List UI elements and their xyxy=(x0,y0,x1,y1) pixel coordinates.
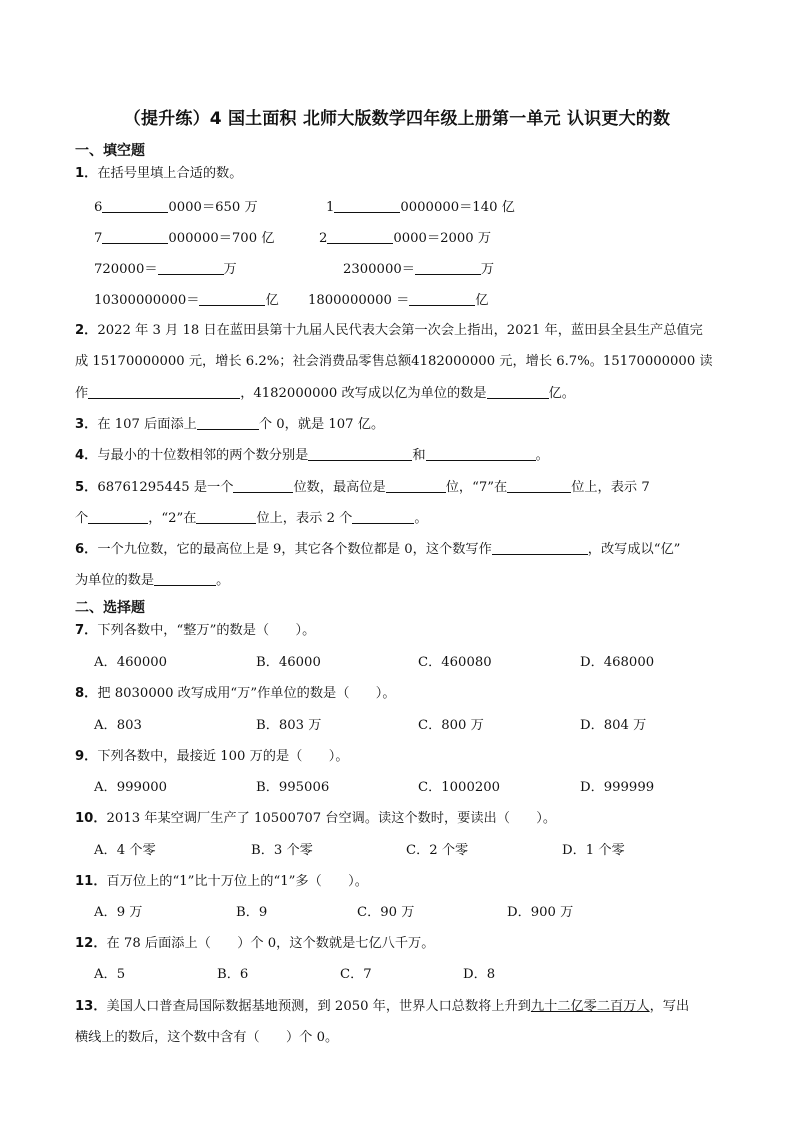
option-c[interactable]: C．2 个零 xyxy=(406,843,469,858)
option-a[interactable]: A．999000 xyxy=(94,780,168,795)
option-d[interactable]: D．900 万 xyxy=(507,905,574,920)
question-number: 12． xyxy=(75,936,107,951)
page-title: （提升练）4 国土面积 北师大版数学四年级上册第一单元 认识更大的数 xyxy=(123,109,671,129)
answer-blank[interactable] xyxy=(102,229,168,244)
option-a[interactable]: A．5 xyxy=(94,967,126,982)
question-number: 9． xyxy=(75,749,98,764)
question-11: 11．百万位上的“1”比十万位上的“1”多（ ）。 xyxy=(75,874,368,889)
option-b[interactable]: B．3 个零 xyxy=(251,843,313,858)
answer-blank[interactable] xyxy=(88,384,240,399)
question-2-line-2: 成 15170000000 元，增长 6.2%；社会消费品零售总额4182000000 元，增长 6.7%。15170000000 读 xyxy=(75,354,713,369)
answer-blank[interactable] xyxy=(426,446,536,461)
q1-row3-left: 720000＝ 万 xyxy=(94,262,237,277)
option-b[interactable]: B．995006 xyxy=(256,780,330,795)
question-number: 6． xyxy=(75,542,98,557)
answer-blank[interactable] xyxy=(308,446,412,461)
question-number: 11． xyxy=(75,874,107,889)
question-number: 2． xyxy=(75,323,98,338)
option-a[interactable]: A．803 xyxy=(94,718,142,733)
option-b[interactable]: B．9 xyxy=(236,905,268,920)
option-d[interactable]: D．1 个零 xyxy=(562,843,625,858)
question-5-line-2: 个 ，“2”在 位上，表示 2 个 。 xyxy=(75,511,428,526)
question-text: 在括号里填上合适的数。 xyxy=(97,166,243,181)
answer-blank[interactable] xyxy=(233,478,293,493)
q1-row4-right: 1800000000 ＝ 亿 xyxy=(308,293,489,308)
q1-row2-right: 2 0000＝2000 万 xyxy=(319,231,492,246)
question-13-line-2: 横线上的数后，这个数中含有（ ）个 0。 xyxy=(75,1030,339,1045)
question-number: 5． xyxy=(75,480,98,495)
answer-blank[interactable] xyxy=(507,478,571,493)
question-2-line-1: 2．2022 年 3 月 18 日在蓝田县第十九届人民代表大会第一次会上指出，2021 年，蓝田县全县生产总值完 xyxy=(75,323,703,338)
option-d[interactable]: D．8 xyxy=(463,967,496,982)
answer-blank[interactable] xyxy=(415,260,481,275)
option-a[interactable]: A．4 个零 xyxy=(94,843,156,858)
answer-blank[interactable] xyxy=(154,571,216,586)
option-d[interactable]: D．804 万 xyxy=(580,718,647,733)
option-a[interactable]: A．460000 xyxy=(94,655,168,670)
question-number: 13． xyxy=(75,999,107,1014)
question-10: 10．2013 年某空调厂生产了 10500707 台空调。读这个数时，要读出（ ）。 xyxy=(75,811,557,826)
q1-row2-left: 7 000000＝700 亿 xyxy=(94,231,275,246)
question-5-line-1: 5．68761295445 是一个 位数，最高位是 位，“7”在 位上，表示 7 xyxy=(75,480,650,495)
question-6-line-1: 6．一个九位数，它的最高位上是 9，其它各个数位都是 0，这个数写作 ，改写成以“亿” xyxy=(75,542,681,557)
question-number: 8． xyxy=(75,686,98,701)
question-4: 4．与最小的十位数相邻的两个数分别是 和 。 xyxy=(75,448,549,463)
answer-blank[interactable] xyxy=(492,540,588,555)
question-1 xyxy=(75,165,242,183)
section-heading-choice: 二、选择题 xyxy=(75,600,145,616)
answer-blank[interactable] xyxy=(386,478,446,493)
answer-blank[interactable] xyxy=(327,229,393,244)
answer-blank[interactable] xyxy=(487,384,549,399)
answer-blank[interactable] xyxy=(196,509,256,524)
q1-row1-right: 1 0000000＝140 亿 xyxy=(326,200,515,215)
question-number: 10． xyxy=(75,811,107,826)
question-9: 9．下列各数中，最接近 100 万的是（ ）。 xyxy=(75,749,349,764)
underlined-number-words: 九十二亿零二百万人 xyxy=(530,999,650,1014)
question-7: 7．下列各数中，“整万”的数是（ ）。 xyxy=(75,623,316,638)
answer-blank[interactable] xyxy=(199,291,265,306)
option-c[interactable]: C．460080 xyxy=(418,655,492,670)
option-c[interactable]: C．90 万 xyxy=(357,905,415,920)
answer-blank[interactable] xyxy=(102,198,168,213)
question-number: 4． xyxy=(75,448,98,463)
option-c[interactable]: C．1000200 xyxy=(418,780,501,795)
option-d[interactable]: D．999999 xyxy=(580,780,655,795)
q1-row4-left: 10300000000＝ 亿 xyxy=(94,293,279,308)
answer-blank[interactable] xyxy=(352,509,414,524)
answer-blank[interactable] xyxy=(409,291,475,306)
question-13-line-1: 13．美国人口普查局国际数据基地预测，到 2050 年，世界人口总数将上升到九十二亿零二百万人，写出 xyxy=(75,999,690,1014)
option-c[interactable]: C．7 xyxy=(340,967,372,982)
question-3: 3．在 107 后面添上 个 0，就是 107 亿。 xyxy=(75,417,385,432)
option-c[interactable]: C．800 万 xyxy=(418,718,484,733)
option-b[interactable]: B．803 万 xyxy=(256,718,322,733)
answer-blank[interactable] xyxy=(88,509,148,524)
question-2-line-3: 作 ，4182000000 改写成以亿为单位的数是 亿。 xyxy=(75,386,575,401)
question-number: 7． xyxy=(75,623,98,638)
answer-blank[interactable] xyxy=(158,260,224,275)
option-b[interactable]: B．46000 xyxy=(256,655,321,670)
option-d[interactable]: D．468000 xyxy=(580,655,655,670)
option-a[interactable]: A．9 万 xyxy=(94,905,143,920)
question-number: 3． xyxy=(75,417,98,432)
q1-row3-right: 2300000＝ 万 xyxy=(343,262,495,277)
answer-blank[interactable] xyxy=(197,415,259,430)
question-12: 12．在 78 后面添上（ ）个 0，这个数就是七亿八千万。 xyxy=(75,936,435,951)
section-heading-fill: 一、填空题 xyxy=(75,143,145,159)
question-8: 8．把 8030000 改写成用“万”作单位的数是（ ）。 xyxy=(75,686,396,701)
question-number: 1． xyxy=(75,166,98,181)
q1-row1-left: 6 0000＝650 万 xyxy=(94,200,258,215)
question-6-line-2: 为单位的数是 。 xyxy=(75,573,230,588)
option-b[interactable]: B．6 xyxy=(217,967,249,982)
answer-blank[interactable] xyxy=(334,198,400,213)
